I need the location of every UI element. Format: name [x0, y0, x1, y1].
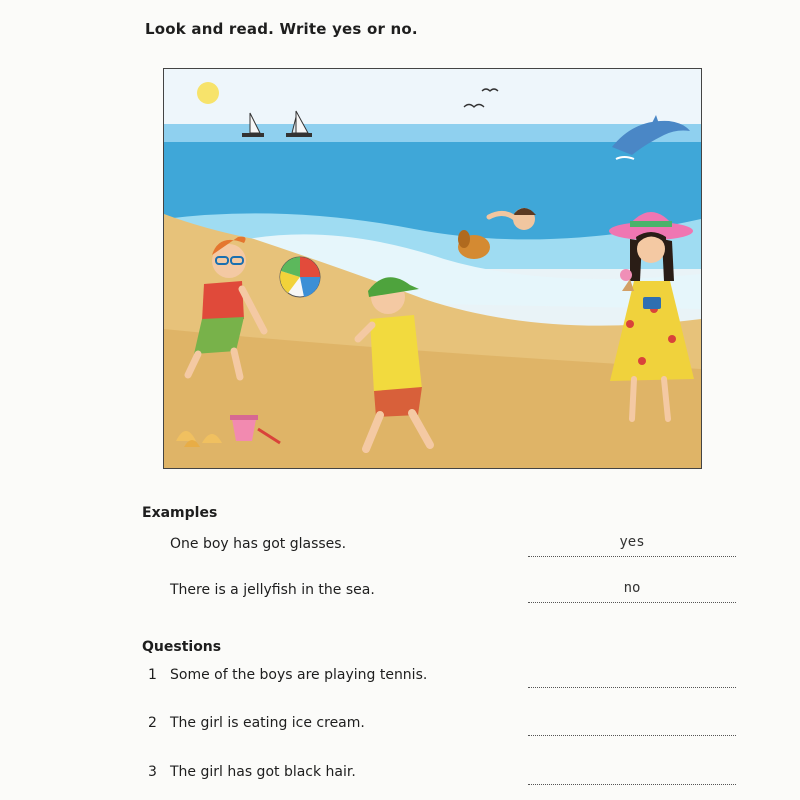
question-2-text: The girl is eating ice cream.	[170, 715, 365, 731]
questions-heading: Questions	[142, 639, 222, 655]
beach-ball-icon	[280, 257, 320, 297]
example-2-answer: no	[528, 582, 736, 603]
question-3-text: The girl has got black hair.	[170, 764, 356, 780]
question-3-number: 3	[148, 764, 157, 780]
question-1-number: 1	[148, 667, 157, 683]
example-1-answer: yes	[528, 536, 736, 557]
instruction-heading: Look and read. Write yes or no.	[145, 20, 418, 38]
example-1-text: One boy has got glasses.	[170, 536, 347, 552]
question-2-answer-field[interactable]	[528, 715, 736, 736]
example-row-2	[148, 582, 738, 606]
examples-heading: Examples	[142, 505, 218, 521]
example-row-1	[148, 536, 738, 560]
question-row-1	[148, 667, 738, 691]
question-1-text: Some of the boys are playing tennis.	[170, 667, 428, 683]
beach-illustration	[163, 68, 702, 469]
question-row-2	[148, 715, 738, 739]
question-row-3	[148, 764, 738, 788]
sun-icon	[197, 82, 219, 104]
question-2-number: 2	[148, 715, 157, 731]
example-2-text: There is a jellyfish in the sea.	[170, 582, 375, 598]
question-1-answer-field[interactable]	[528, 667, 736, 688]
question-3-answer-field[interactable]	[528, 764, 736, 785]
